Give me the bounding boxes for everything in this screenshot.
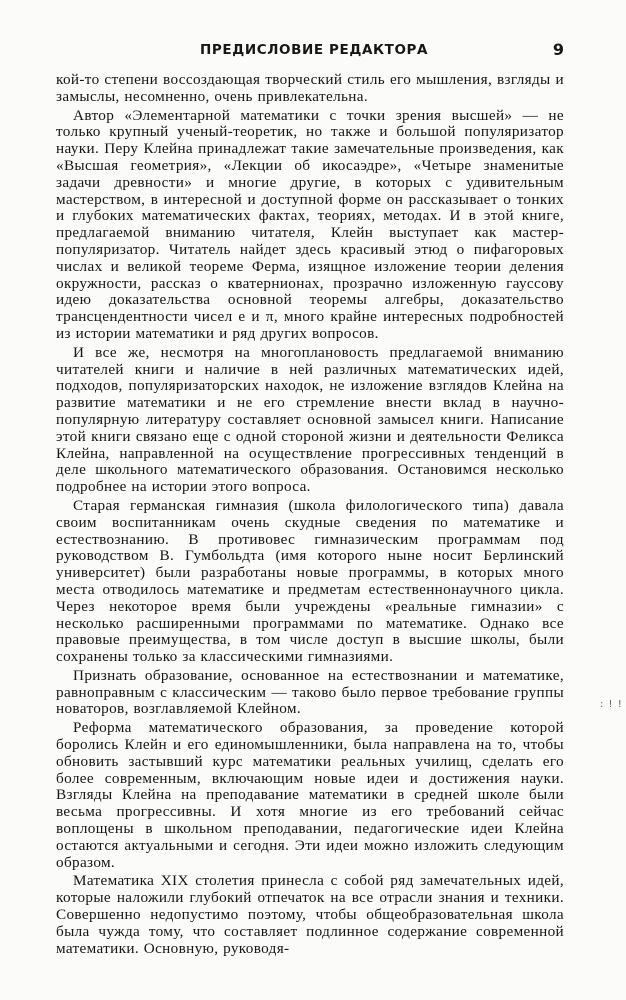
paragraph-main-idea: И все же, несмотря на многоплановость предлагаемой вниманию читателей книги и наличие в ней различных математических идей, подходов, популяризаторских находок, не изложение взглядов Клейна на развитие математики и не его стремление внести вклад в научно-популярную литературу составляет основной замысел книги. Написание этой книги связано еще с одной стороной жизни и деятельности Феликса Клейна, направленной на осуществление прогрессивных тенденций в деле школьного математического образования. Остановимся несколько подробнее на истории этого вопроса. (56, 343, 564, 496)
paragraph-author-popularizer: Автор «Элементарной математики с точки зрения высшей» — не только крупный ученый-теоретик, но также и большой популяризатор науки. Перу Клейна принадлежат такие замечательные произведения, как «Высшая геометрия», «Лекции об икосаэдре», «Четыре знаменитые задачи древности» и многие другие, в которых с удивительным мастерством, в интересной и доступной форме он рассказывает о тонких и глубоких математических фактах, теориях, методах. И в этой книге, предлагаемой вниманию читателя, Клейн выступает как мастер-популяризатор. Читатель найдет здесь красивый этюд о пифагоровых числах и великой теореме Ферма, изящное изложение теории деления окружности, рассказ о кватернионах, прозрачно изложенную гауссову идею доказательства основной теоремы алгебры, доказательство трансцендентности чисел e и π, много крайне интересных подробностей из истории математики и ряд других вопросов. (56, 106, 564, 342)
page-number: 9 (552, 40, 564, 59)
paragraph-first-demand: Признать образование, основанное на естествознании и математике, равноправным с классическим — таково было первое требование группы новаторов, возглавляемой Клейном. (56, 666, 564, 718)
paragraph-old-gymnasium: Старая германская гимназия (школа филологического типа) давала своим воспитанникам очень скудные сведения по математике и естествознанию. В противовес гимназическим программам под руководством В. Гумбольдта (имя которого ныне носит Берлинский университет) были разработаны новые программы, в которых много места отводилось математике и предметам естественнонаучного цикла. Через некоторое время были учреждены «реальные гимназии» с несколько расширенными программами по математике. Однако все правовые преимущества, в том числе доступ в высшие школы, были сохранены только за классическими гимназиями. (56, 496, 564, 666)
paragraph-xix-century: Математика XIX столетия принесла с собой ряд замечательных идей, которые наложили глубокий отпечаток на все отрасли знания и техники. Совершенно недопустимо поэтому, чтобы общеобразовательная школа была чужда тому, что составляет подлинное содержание современной математики. Основную, руководя- (56, 872, 564, 957)
body-text (56, 72, 564, 957)
margin-pencil-mark: : ! ! (600, 699, 623, 710)
paragraph-reform: Реформа математического образования, за проведение которой боролись Клейн и его единомышленники, была направлена на то, чтобы обновить застывший курс математики реальных училищ, сделать его более современным, включающим новые идеи и достижения науки. Взгляды Клейна на преподавание математики в средней школе были весьма прогрессивны. И хотя многие из его требований сейчас воплощены в школьном преподавании, педагогические идеи Клейна остаются актуальными и сегодня. Эти идеи можно изложить следующим образом. (56, 719, 564, 871)
running-head (56, 42, 564, 64)
page-title: ПРЕДИСЛОВИЕ РЕДАКТОРА (200, 42, 429, 58)
paragraph-continuation: кой-то степени воссоздающая творческий стиль его мышления, взгляды и замыслы, несомненно, очень привлекательна. (56, 71, 564, 105)
